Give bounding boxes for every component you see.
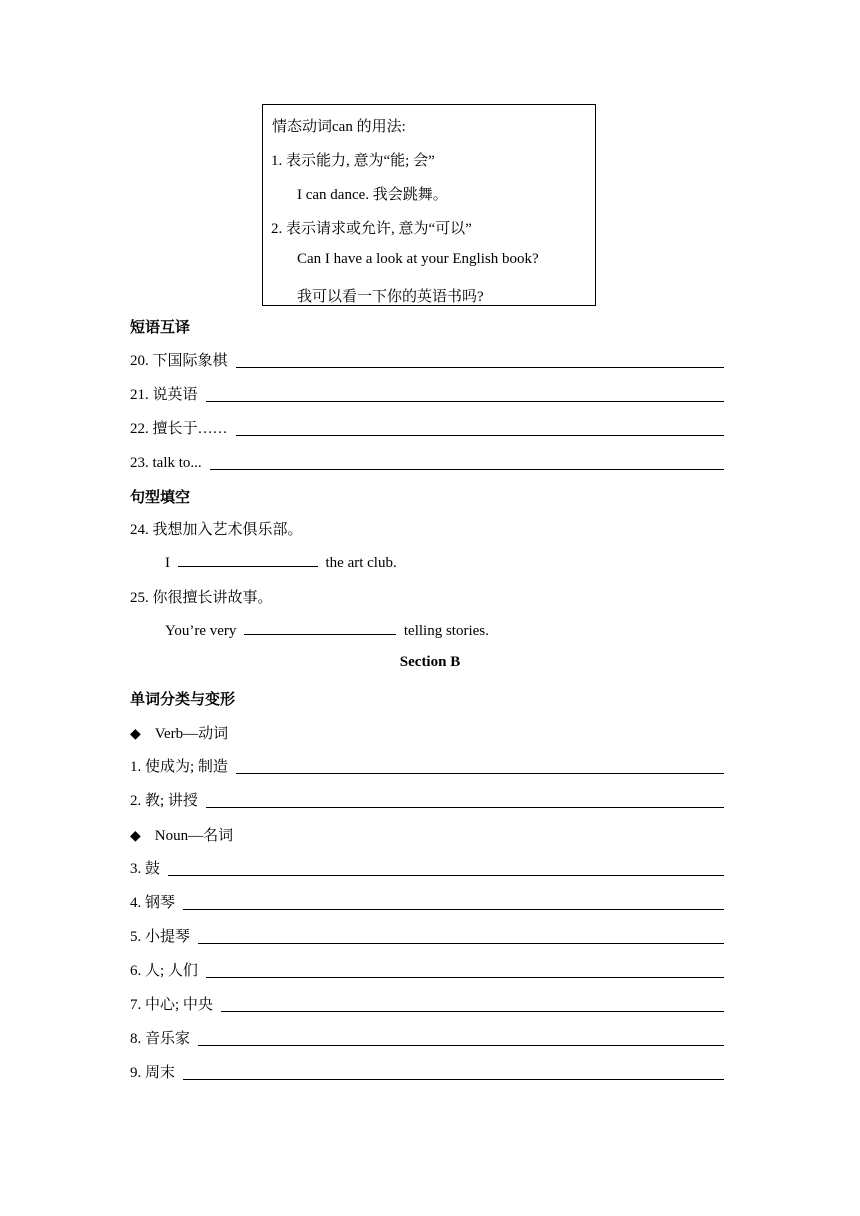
word-label: 6. 人; 人们 (130, 963, 198, 979)
diamond-bullet-icon: ◆ (130, 828, 141, 844)
note-item-2-example-cn: 我可以看一下你的英语书吗? (297, 289, 484, 305)
word-label: 7. 中心; 中央 (130, 997, 213, 1013)
verb-category (130, 722, 228, 743)
note-title: 情态动词can 的用法: (272, 119, 406, 135)
word-row-4 (130, 890, 724, 912)
answer-blank[interactable] (183, 1065, 724, 1080)
sentence-end: the art club. (325, 555, 397, 571)
answer-blank[interactable] (236, 759, 724, 774)
answer-blank[interactable] (221, 997, 724, 1012)
phrase-row-22 (130, 416, 724, 438)
word-row-7 (130, 992, 724, 1014)
sentence-section-heading: 句型填空 (130, 488, 191, 506)
word-label: 5. 小提琴 (130, 929, 191, 945)
word-row-9 (130, 1060, 724, 1082)
phrase-label: 21. 说英语 (130, 387, 198, 403)
note-item-2-example-en: Can I have a look at your English book? (297, 251, 539, 267)
phrase-label: 20. 下国际象棋 (130, 353, 228, 369)
answer-blank[interactable] (206, 387, 724, 402)
answer-blank[interactable] (236, 421, 724, 436)
note-item-1: 1. 表示能力, 意为“能; 会” (271, 153, 435, 169)
answer-blank[interactable] (183, 895, 724, 910)
answer-blank[interactable] (198, 1031, 724, 1046)
word-label: 1. 使成为; 制造 (130, 759, 228, 775)
word-row-2 (130, 788, 724, 810)
answer-blank[interactable] (168, 861, 724, 876)
note-item-1-example: I can dance. 我会跳舞。 (297, 187, 448, 203)
sentence-end: telling stories. (403, 623, 489, 639)
word-label: 3. 鼓 (130, 861, 161, 877)
section-b-title: Section B (399, 654, 461, 670)
word-row-8 (130, 1026, 724, 1048)
word-row-6 (130, 958, 724, 980)
noun-category (130, 824, 233, 845)
word-row-1 (130, 754, 724, 776)
question-25-sentence (165, 620, 489, 640)
word-label: 2. 教; 讲授 (130, 793, 198, 809)
word-row-3 (130, 856, 724, 878)
note-item-2: 2. 表示请求或允许, 意为“可以” (271, 221, 472, 237)
phrase-row-21 (130, 382, 724, 404)
answer-blank[interactable] (206, 793, 724, 808)
phrase-row-23 (130, 450, 724, 472)
phrase-label: 23. talk to... (130, 455, 202, 471)
word-label: 9. 周末 (130, 1065, 176, 1081)
grammar-note-box (262, 104, 596, 306)
answer-blank[interactable] (178, 552, 318, 567)
phrase-label: 22. 擅长于…… (130, 421, 228, 437)
answer-blank[interactable] (206, 963, 724, 978)
sentence-start: I (165, 555, 170, 571)
word-section-heading: 单词分类与变形 (130, 690, 236, 708)
question-25: 25. 你很擅长讲故事。 (130, 590, 273, 606)
answer-blank[interactable] (198, 929, 724, 944)
word-row-5 (130, 924, 724, 946)
answer-blank[interactable] (210, 455, 724, 470)
word-label: 8. 音乐家 (130, 1031, 191, 1047)
word-label: 4. 钢琴 (130, 895, 176, 911)
question-24: 24. 我想加入艺术俱乐部。 (130, 522, 303, 538)
diamond-bullet-icon: ◆ (130, 726, 141, 742)
phrase-row-20 (130, 348, 724, 370)
verb-category-label: Verb—动词 (154, 726, 229, 742)
phrase-section-heading: 短语互译 (130, 318, 191, 336)
answer-blank[interactable] (244, 620, 396, 635)
answer-blank[interactable] (236, 353, 724, 368)
noun-category-label: Noun—名词 (154, 828, 234, 844)
sentence-start: You’re very (165, 623, 237, 639)
question-24-sentence (165, 552, 397, 572)
